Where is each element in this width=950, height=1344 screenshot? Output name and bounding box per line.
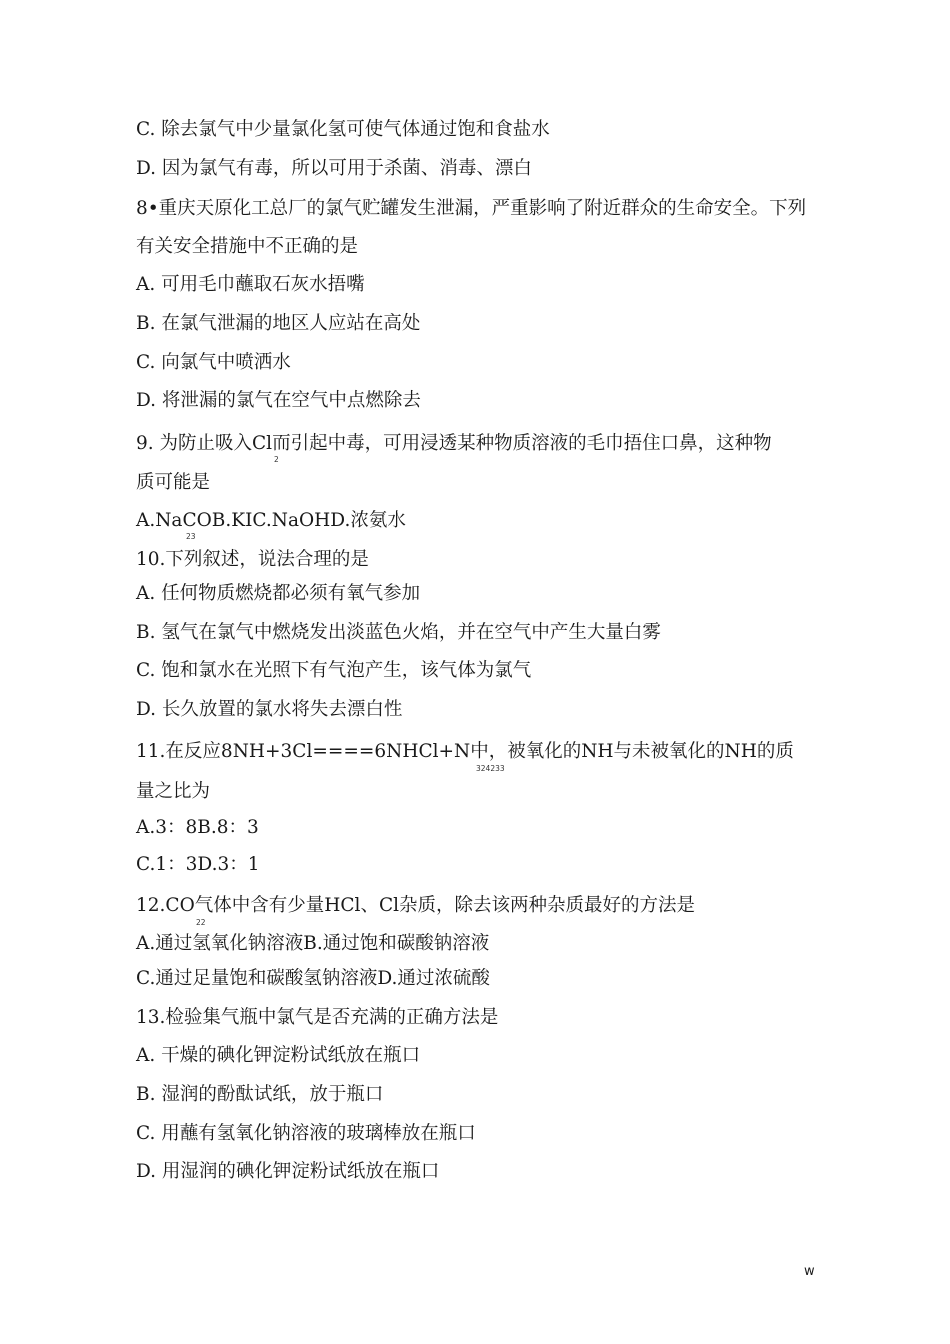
question-9-stem-cont: 质可能是 bbox=[136, 472, 211, 493]
subscript-reaction: 324233 bbox=[476, 764, 505, 773]
option-8c: C. 向氯气中喷洒水 bbox=[136, 352, 291, 373]
option-7c: C. 除去氯气中少量氯化氢可使气体通过饱和食盐水 bbox=[136, 119, 550, 140]
option-7d: D. 因为氯气有毒，所以可用于杀菌、消毒、漂白 bbox=[136, 158, 532, 179]
subscript-co2-cl2: 22 bbox=[196, 918, 206, 927]
option-13b: B. 湿润的酚酞试纸，放于瓶口 bbox=[136, 1084, 384, 1105]
option-10b: B. 氢气在氯气中燃烧发出淡蓝色火焰，并在空气中产生大量白雾 bbox=[136, 622, 661, 643]
option-10a: A. 任何物质燃烧都必须有氧气参加 bbox=[136, 583, 421, 604]
option-10c: C. 饱和氯水在光照下有气泡产生，该气体为氯气 bbox=[136, 660, 532, 681]
option-13c: C. 用蘸有氢氧化钠溶液的玻璃棒放在瓶口 bbox=[136, 1123, 476, 1144]
option-10d: D. 长久放置的氯水将失去漂白性 bbox=[136, 699, 403, 720]
option-8d: D. 将泄漏的氯气在空气中点燃除去 bbox=[136, 390, 421, 411]
question-10-stem: 10.下列叙述，说法合理的是 bbox=[136, 549, 369, 570]
subscript-na2co3: 23 bbox=[186, 532, 196, 541]
question-11-options-cd: C.1：3D.3：1 bbox=[136, 854, 260, 875]
question-11-stem-cont: 量之比为 bbox=[136, 781, 211, 802]
question-9-stem: 9. 为防止吸入Cl而引起中毒，可用浸透某种物质溶液的毛巾捂住口鼻，这种物 bbox=[136, 433, 772, 454]
question-12-options-cd: C.通过足量饱和碳酸氢钠溶液D.通过浓硫酸 bbox=[136, 968, 490, 989]
question-8-stem-cont: 有关安全措施中不正确的是 bbox=[136, 236, 359, 257]
option-8b: B. 在氯气泄漏的地区人应站在高处 bbox=[136, 313, 421, 334]
question-8-stem: 8•重庆天原化工总厂的氯气贮罐发生泄漏，严重影响了附近群众的生命安全。下列 bbox=[136, 198, 807, 219]
question-9-options: A.NaCOB.KIC.NaOHD.浓氨水 bbox=[136, 510, 406, 531]
page-number: w bbox=[804, 1264, 815, 1279]
option-13d: D. 用湿润的碘化钾淀粉试纸放在瓶口 bbox=[136, 1161, 440, 1182]
question-13-stem: 13.检验集气瓶中氯气是否充满的正确方法是 bbox=[136, 1007, 499, 1028]
question-12-stem: 12.CO气体中含有少量HCl、Cl杂质，除去该两种杂质最好的方法是 bbox=[136, 895, 696, 916]
option-8a: A. 可用毛巾蘸取石灰水捂嘴 bbox=[136, 274, 365, 295]
subscript-cl2: 2 bbox=[274, 455, 279, 464]
option-13a: A. 干燥的碘化钾淀粉试纸放在瓶口 bbox=[136, 1045, 421, 1066]
question-11-stem: 11.在反应8NH+3Cl====6NHCl+N中，被氧化的NH与未被氧化的NH的质 bbox=[136, 741, 794, 762]
question-11-options-ab: A.3：8B.8：3 bbox=[136, 817, 259, 838]
question-12-options-ab: A.通过氢氧化钠溶液B.通过饱和碳酸钠溶液 bbox=[136, 933, 490, 954]
